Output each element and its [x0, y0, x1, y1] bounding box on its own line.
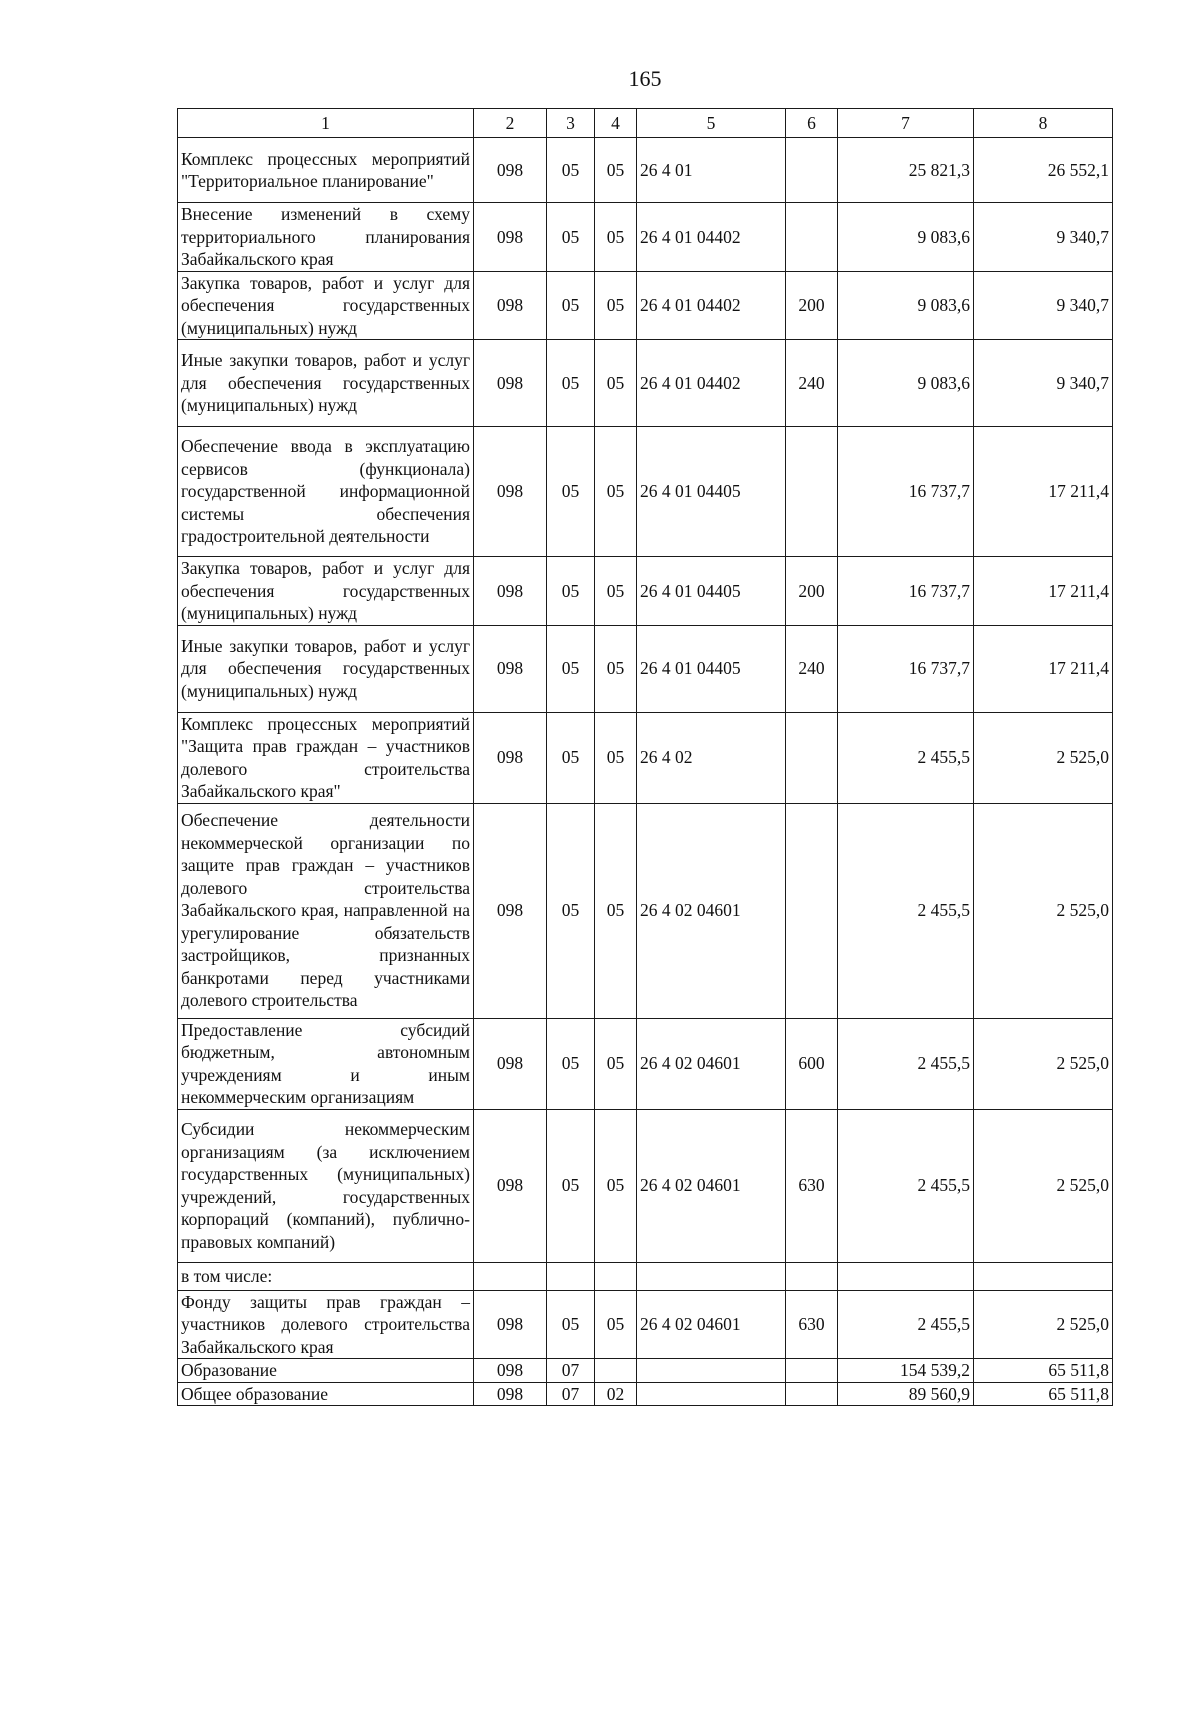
cell-c7: 16 737,7 [838, 625, 974, 712]
table-row [178, 712, 1113, 803]
page-number: 165 [628, 66, 662, 91]
cell-c8: 2 525,0 [974, 1018, 1113, 1109]
cell-c5: 26 4 02 [637, 712, 786, 803]
cell-c4: 05 [595, 803, 637, 1018]
table-row [178, 138, 1113, 203]
cell-c5: 26 4 01 04402 [637, 271, 786, 340]
cell-c6: 200 [786, 271, 838, 340]
column-number: 5 [637, 109, 786, 138]
cell-c3: 05 [547, 625, 595, 712]
cell-c2: 098 [474, 1109, 547, 1262]
cell-c7: 2 455,5 [838, 1018, 974, 1109]
cell-c5: 26 4 02 04601 [637, 803, 786, 1018]
cell-c7: 89 560,9 [838, 1382, 974, 1406]
table-row [178, 803, 1113, 1018]
table-row [178, 340, 1113, 427]
cell-c6: 600 [786, 1018, 838, 1109]
cell-c8: 65 511,8 [974, 1382, 1113, 1406]
cell-c8: 9 340,7 [974, 203, 1113, 272]
column-number: 8 [974, 109, 1113, 138]
cell-c5: 26 4 01 04402 [637, 203, 786, 272]
row-name-cell: Фонду защиты прав граждан – участников долевого строительства Забайкальского края [178, 1290, 474, 1359]
cell-c8: 17 211,4 [974, 625, 1113, 712]
cell-c5: 26 4 01 [637, 138, 786, 203]
cell-c7: 2 455,5 [838, 1109, 974, 1262]
cell-c2: 098 [474, 803, 547, 1018]
cell-c4: 05 [595, 427, 637, 557]
cell-c8: 2 525,0 [974, 1109, 1113, 1262]
row-name-cell: Комплекс процессных мероприятий "Защита прав граждан – участников долевого строительства Забайкальского края" [178, 712, 474, 803]
cell-c4: 05 [595, 138, 637, 203]
cell-c4: 05 [595, 203, 637, 272]
cell-c6 [786, 1262, 838, 1290]
cell-c2: 098 [474, 203, 547, 272]
cell-c3 [547, 1262, 595, 1290]
cell-c6 [786, 427, 838, 557]
cell-c8: 17 211,4 [974, 557, 1113, 626]
cell-c3: 05 [547, 1109, 595, 1262]
cell-c2 [474, 1262, 547, 1290]
cell-c5: 26 4 01 04405 [637, 557, 786, 626]
table-row [178, 203, 1113, 272]
cell-c3: 05 [547, 340, 595, 427]
cell-c8: 17 211,4 [974, 427, 1113, 557]
table-row [178, 557, 1113, 626]
row-name-cell: Предоставление субсидий бюджетным, автономным учреждениям и иным некоммерческим организациям [178, 1018, 474, 1109]
cell-c8: 2 525,0 [974, 803, 1113, 1018]
cell-c7: 154 539,2 [838, 1359, 974, 1383]
cell-c2: 098 [474, 1018, 547, 1109]
cell-c4: 05 [595, 271, 637, 340]
cell-c7: 9 083,6 [838, 340, 974, 427]
cell-c3: 05 [547, 203, 595, 272]
column-number: 2 [474, 109, 547, 138]
cell-c5: 26 4 01 04405 [637, 427, 786, 557]
cell-c2: 098 [474, 1290, 547, 1359]
table-row [178, 1018, 1113, 1109]
cell-c4: 05 [595, 557, 637, 626]
cell-c6: 200 [786, 557, 838, 626]
cell-c2: 098 [474, 1382, 547, 1406]
cell-c7: 16 737,7 [838, 427, 974, 557]
cell-c4 [595, 1262, 637, 1290]
cell-c8: 26 552,1 [974, 138, 1113, 203]
row-name-cell: Общее образование [178, 1382, 474, 1406]
cell-c4: 05 [595, 625, 637, 712]
cell-c3: 05 [547, 427, 595, 557]
cell-c8: 2 525,0 [974, 1290, 1113, 1359]
cell-c2: 098 [474, 427, 547, 557]
cell-c6 [786, 138, 838, 203]
cell-c8: 9 340,7 [974, 271, 1113, 340]
cell-c7 [838, 1262, 974, 1290]
cell-c8: 65 511,8 [974, 1359, 1113, 1383]
cell-c7: 9 083,6 [838, 271, 974, 340]
column-number-row [178, 109, 1113, 138]
cell-c8: 9 340,7 [974, 340, 1113, 427]
cell-c5: 26 4 02 04601 [637, 1109, 786, 1262]
row-name-cell: Комплекс процессных мероприятий "Территориальное планирование" [178, 138, 474, 203]
row-name-cell: Закупка товаров, работ и услуг для обеспечения государственных (муниципальных) нужд [178, 557, 474, 626]
row-name-cell: Образование [178, 1359, 474, 1383]
cell-c6: 240 [786, 340, 838, 427]
table-row [178, 1109, 1113, 1262]
table-row [178, 427, 1113, 557]
cell-c6 [786, 203, 838, 272]
table-row [178, 271, 1113, 340]
column-number: 4 [595, 109, 637, 138]
cell-c6: 630 [786, 1290, 838, 1359]
column-number: 7 [838, 109, 974, 138]
cell-c3: 05 [547, 803, 595, 1018]
cell-c3: 07 [547, 1382, 595, 1406]
cell-c3: 05 [547, 1290, 595, 1359]
cell-c7: 16 737,7 [838, 557, 974, 626]
table-row [178, 1359, 1113, 1383]
column-number: 6 [786, 109, 838, 138]
row-name-cell: Обеспечение ввода в эксплуатацию сервисов (функционала) государственной информационной системы обеспечения градостроительной деятельности [178, 427, 474, 557]
cell-c6 [786, 1359, 838, 1383]
row-name-cell: в том числе: [178, 1262, 474, 1290]
cell-c3: 07 [547, 1359, 595, 1383]
cell-c6 [786, 803, 838, 1018]
cell-c5: 26 4 01 04405 [637, 625, 786, 712]
cell-c2: 098 [474, 557, 547, 626]
cell-c3: 05 [547, 712, 595, 803]
cell-c5: 26 4 02 04601 [637, 1018, 786, 1109]
row-name-cell: Иные закупки товаров, работ и услуг для обеспечения государственных (муниципальных) нужд [178, 625, 474, 712]
row-name-cell: Иные закупки товаров, работ и услуг для обеспечения государственных (муниципальных) нужд [178, 340, 474, 427]
cell-c2: 098 [474, 138, 547, 203]
cell-c2: 098 [474, 625, 547, 712]
cell-c3: 05 [547, 1018, 595, 1109]
cell-c3: 05 [547, 557, 595, 626]
cell-c2: 098 [474, 340, 547, 427]
cell-c7: 2 455,5 [838, 803, 974, 1018]
column-number: 1 [178, 109, 474, 138]
cell-c6: 630 [786, 1109, 838, 1262]
cell-c3: 05 [547, 271, 595, 340]
cell-c3: 05 [547, 138, 595, 203]
cell-c5: 26 4 02 04601 [637, 1290, 786, 1359]
cell-c7: 2 455,5 [838, 1290, 974, 1359]
cell-c2: 098 [474, 712, 547, 803]
budget-table [177, 108, 1113, 1406]
cell-c4: 05 [595, 712, 637, 803]
cell-c6 [786, 1382, 838, 1406]
table-row [178, 625, 1113, 712]
cell-c5: 26 4 01 04402 [637, 340, 786, 427]
cell-c7: 2 455,5 [838, 712, 974, 803]
row-name-cell: Обеспечение деятельности некоммерческой организации по защите прав граждан – участников долевого строительства Забайкальского края, направленной на урегулирование обязательств застройщиков, признанных банкротами перед участниками долевого строительства [178, 803, 474, 1018]
cell-c4: 05 [595, 1290, 637, 1359]
table-row [178, 1262, 1113, 1290]
cell-c6: 240 [786, 625, 838, 712]
cell-c7: 25 821,3 [838, 138, 974, 203]
cell-c4 [595, 1359, 637, 1383]
row-name-cell: Внесение изменений в схему территориального планирования Забайкальского края [178, 203, 474, 272]
cell-c5 [637, 1382, 786, 1406]
table-row [178, 1382, 1113, 1406]
cell-c8 [974, 1262, 1113, 1290]
row-name-cell: Закупка товаров, работ и услуг для обеспечения государственных (муниципальных) нужд [178, 271, 474, 340]
cell-c4: 05 [595, 1109, 637, 1262]
row-name-cell: Субсидии некоммерческим организациям (за исключением государственных (муниципальных) учреждений, государственных корпораций (компаний), публично-правовых компаний) [178, 1109, 474, 1262]
cell-c4: 05 [595, 1018, 637, 1109]
cell-c4: 05 [595, 340, 637, 427]
cell-c2: 098 [474, 1359, 547, 1383]
cell-c4: 02 [595, 1382, 637, 1406]
cell-c7: 9 083,6 [838, 203, 974, 272]
cell-c5 [637, 1262, 786, 1290]
cell-c5 [637, 1359, 786, 1383]
column-number: 3 [547, 109, 595, 138]
cell-c2: 098 [474, 271, 547, 340]
table-row [178, 1290, 1113, 1359]
cell-c8: 2 525,0 [974, 712, 1113, 803]
cell-c6 [786, 712, 838, 803]
